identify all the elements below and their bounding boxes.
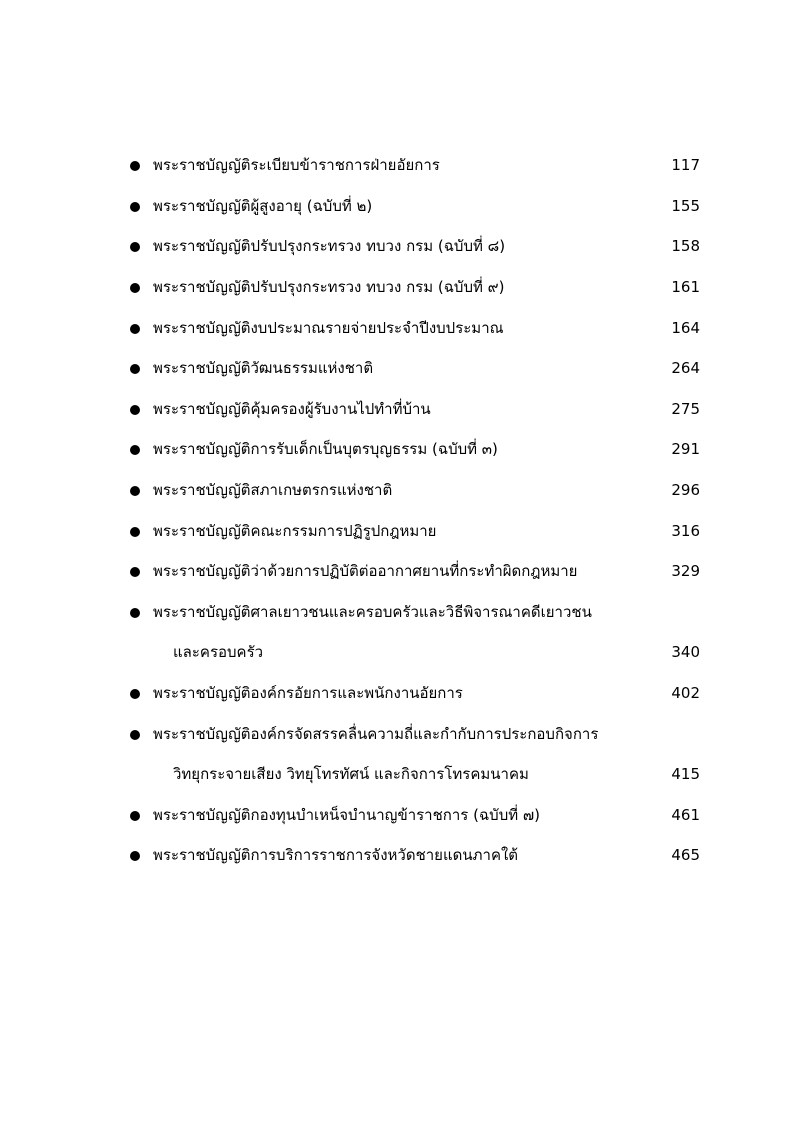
toc-line <box>128 511 708 552</box>
toc-line <box>128 593 708 634</box>
toc-entry-title: พระราชบัญญัติองค์กรอัยการและพนักงานอัยการ <box>153 684 463 703</box>
toc-entry <box>128 268 708 309</box>
toc-page-number: 296 <box>671 481 700 500</box>
toc-page-number: 402 <box>671 684 700 703</box>
toc-entry-title: พระราชบัญญัติผู้สูงอายุ (ฉบับที่ ๒) <box>153 196 373 215</box>
toc-entry <box>128 308 708 349</box>
toc-entry <box>128 471 708 512</box>
toc-continuation-line <box>128 755 708 796</box>
toc-page-number: 155 <box>671 196 700 215</box>
bullet-icon <box>130 324 140 334</box>
toc-entry-title: พระราชบัญญัติปรับปรุงกระทรวง ทบวง กรม (ฉบับที่ ๘) <box>153 237 506 256</box>
toc-entry <box>128 511 708 552</box>
toc-page-number: 461 <box>671 805 700 824</box>
toc-continuation-line <box>128 633 708 674</box>
bullet-icon <box>130 445 140 455</box>
toc-entry-title: พระราชบัญญัติคุ้มครองผู้รับงานไปทำที่บ้าน <box>153 399 431 418</box>
toc-line <box>128 187 708 228</box>
toc-line <box>128 349 708 390</box>
toc-entry <box>128 552 708 593</box>
toc-line <box>128 796 708 837</box>
toc-entry-title: พระราชบัญญัติองค์กรจัดสรรคลื่นความถี่และกำกับการประกอบกิจการ <box>153 724 599 743</box>
toc-line <box>128 552 708 593</box>
toc-entry-title: พระราชบัญญัติปรับปรุงกระทรวง ทบวง กรม (ฉบับที่ ๙) <box>153 278 505 297</box>
bullet-icon <box>130 689 140 699</box>
toc-line <box>128 390 708 431</box>
toc-entry <box>128 227 708 268</box>
bullet-icon <box>130 567 140 577</box>
bullet-icon <box>130 405 140 415</box>
toc-entry <box>128 349 708 390</box>
toc-entry <box>128 430 708 471</box>
toc-entry <box>128 714 708 795</box>
bullet-icon <box>130 242 140 252</box>
toc-line <box>128 430 708 471</box>
toc-page-number: 291 <box>671 440 700 459</box>
toc-entry-title: พระราชบัญญัติวัฒนธรรมแห่งชาติ <box>153 359 374 378</box>
toc-page-number: 329 <box>671 562 700 581</box>
table-of-contents <box>128 146 708 877</box>
toc-entry-title: พระราชบัญญัติว่าด้วยการปฏิบัติต่ออากาศยานที่กระทำผิดกฎหมาย <box>153 562 578 581</box>
bullet-icon <box>130 283 140 293</box>
bullet-icon <box>130 851 140 861</box>
toc-entry <box>128 674 708 715</box>
toc-entry-title: พระราชบัญญัติระเบียบข้าราชการฝ่ายอัยการ <box>153 156 440 175</box>
toc-entry-continuation: วิทยุกระจายเสียง วิทยุโทรทัศน์ และกิจการโทรคมนาคม <box>173 765 529 784</box>
toc-entry <box>128 796 708 837</box>
toc-page-number: 275 <box>671 399 700 418</box>
bullet-icon <box>130 730 140 740</box>
toc-page-number: 340 <box>671 643 700 662</box>
bullet-icon <box>130 486 140 496</box>
toc-page-number: 117 <box>671 156 700 175</box>
toc-entry <box>128 187 708 228</box>
toc-entry <box>128 593 708 674</box>
bullet-icon <box>130 161 140 171</box>
toc-line <box>128 714 708 755</box>
toc-line <box>128 268 708 309</box>
toc-entry <box>128 836 708 877</box>
toc-entry <box>128 146 708 187</box>
toc-page-number: 161 <box>671 278 700 297</box>
toc-line <box>128 308 708 349</box>
toc-entry-title: พระราชบัญญัติศาลเยาวชนและครอบครัวและวิธีพิจารณาคดีเยาวชน <box>153 602 592 621</box>
toc-line <box>128 227 708 268</box>
toc-page-number: 415 <box>671 765 700 784</box>
toc-entry-title: พระราชบัญญัติการรับเด็กเป็นบุตรบุญธรรม (ฉบับที่ ๓) <box>153 440 498 459</box>
toc-entry-title: พระราชบัญญัติงบประมาณรายจ่ายประจำปีงบประมาณ <box>153 318 504 337</box>
toc-line <box>128 471 708 512</box>
toc-page-number: 164 <box>671 318 700 337</box>
toc-line <box>128 146 708 187</box>
toc-entry-title: พระราชบัญญัติกองทุนบำเหน็จบำนาญข้าราชการ (ฉบับที่ ๗) <box>153 805 541 824</box>
bullet-icon <box>130 202 140 212</box>
toc-page-number: 158 <box>671 237 700 256</box>
bullet-icon <box>130 811 140 821</box>
bullet-icon <box>130 364 140 374</box>
toc-line <box>128 674 708 715</box>
toc-entry-title: พระราชบัญญัติการบริการราชการจังหวัดชายแดนภาคใต้ <box>153 846 519 865</box>
toc-page-number: 465 <box>671 846 700 865</box>
toc-entry-title: พระราชบัญญัติสภาเกษตรกรแห่งชาติ <box>153 481 393 500</box>
toc-entry-title: พระราชบัญญัติคณะกรรมการปฏิรูปกฎหมาย <box>153 521 437 540</box>
toc-line <box>128 836 708 877</box>
toc-page-number: 316 <box>671 521 700 540</box>
toc-entry <box>128 390 708 431</box>
bullet-icon <box>130 608 140 618</box>
bullet-icon <box>130 527 140 537</box>
toc-page-number: 264 <box>671 359 700 378</box>
toc-entry-continuation: และครอบครัว <box>173 643 264 662</box>
